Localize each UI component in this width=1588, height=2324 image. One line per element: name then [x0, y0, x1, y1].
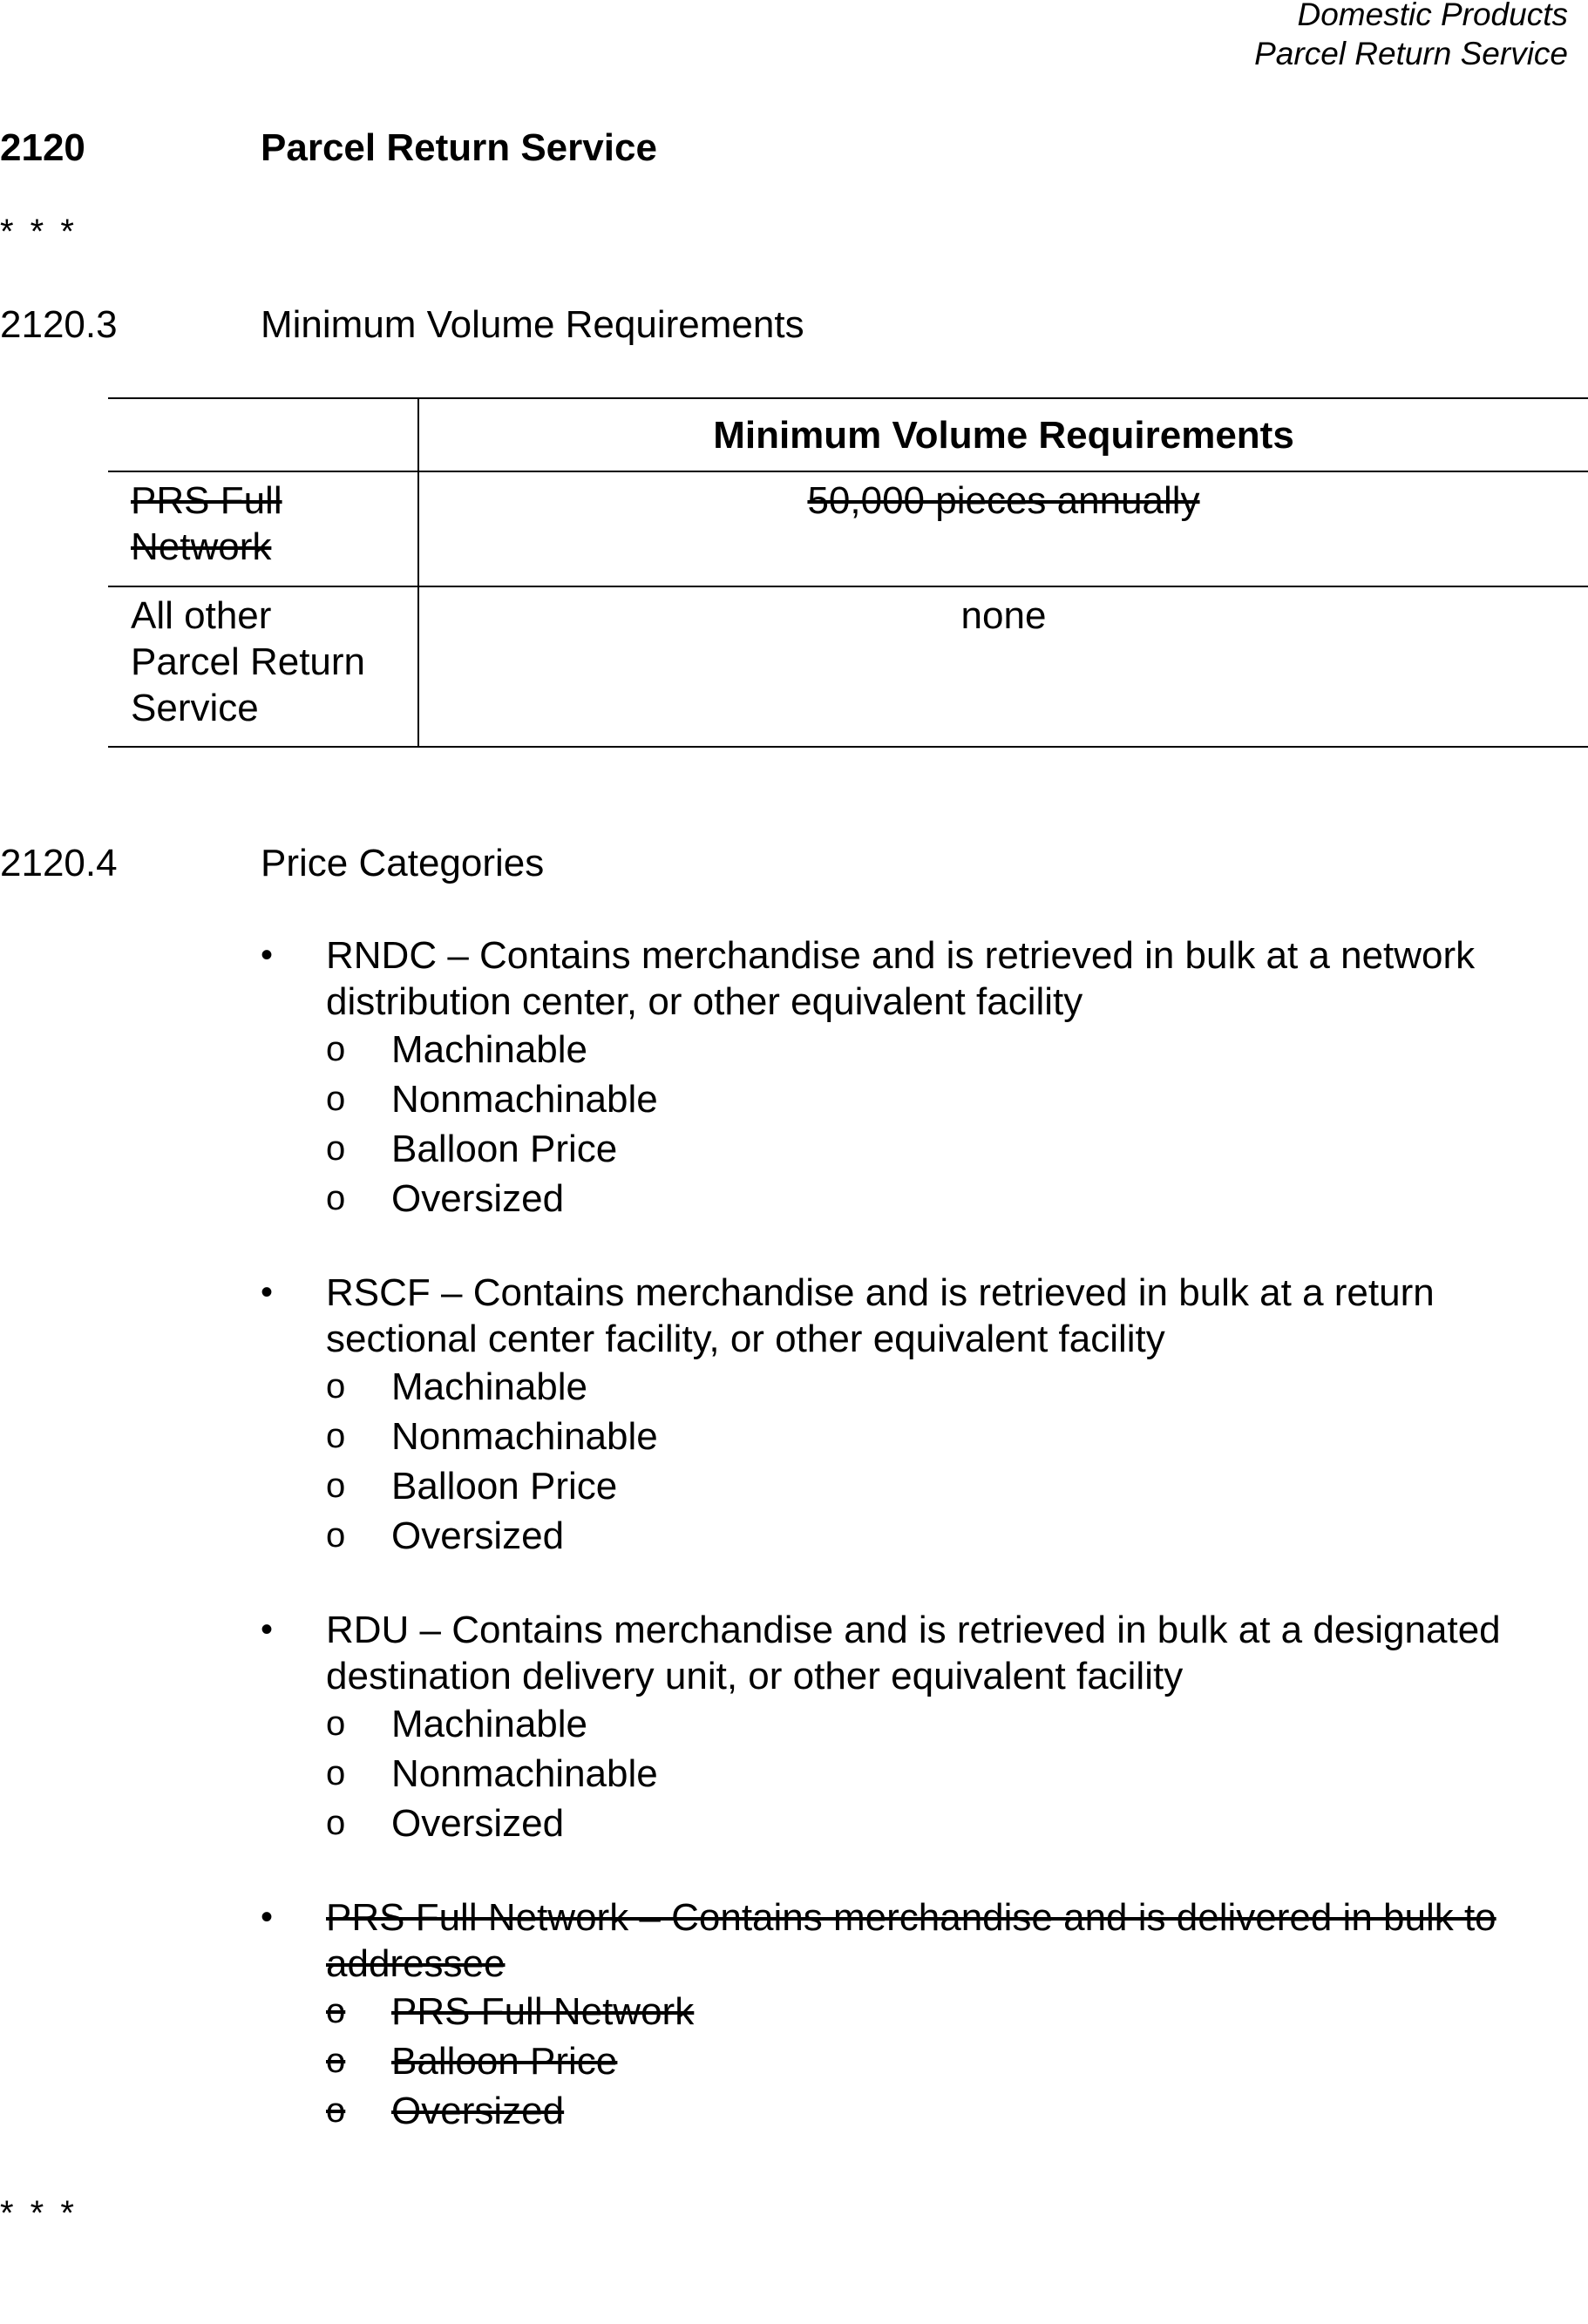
list-item-label: Oversized: [391, 1177, 565, 1220]
circle-marker-icon: o: [326, 1992, 346, 2030]
category-description-line: addressee: [326, 1942, 506, 1985]
list-item-label: Oversized: [391, 2090, 565, 2132]
row-label-line: PRS Full: [131, 479, 282, 522]
running-header: [1254, 0, 1568, 73]
list-item: [326, 1124, 1568, 1174]
row-label-line: Network: [131, 525, 272, 568]
subsection-title: Price Categories: [261, 842, 545, 884]
volume-requirements-table: [108, 397, 1588, 748]
list-item: [326, 1461, 1568, 1511]
section-number: 2120: [0, 126, 85, 169]
list-item-label: Nonmachinable: [391, 1078, 658, 1121]
row-value-prs-full-network: 50,000 pieces annually: [418, 471, 1588, 586]
circle-marker-icon: o: [326, 1704, 346, 1743]
table-header-blank: [108, 398, 418, 471]
list-item-label: Nonmachinable: [391, 1752, 658, 1795]
category-prs-full-network: [261, 1894, 1568, 2136]
category-description: [326, 1270, 1568, 1362]
category-description-line: destination delivery unit, or other equivalent facility: [326, 1655, 1184, 1697]
category-rdu: [261, 1607, 1568, 1848]
table-row: [108, 471, 1588, 586]
category-description-line: RNDC – Contains merchandise and is retrieved in bulk at a network: [326, 934, 1476, 977]
list-item-label: Oversized: [391, 1802, 565, 1845]
list-item: [326, 1511, 1568, 1561]
circle-marker-icon: o: [326, 1030, 346, 1068]
circle-marker-icon: o: [326, 1516, 346, 1555]
row-label-line: Service: [131, 687, 259, 729]
running-header-line1: Domestic Products: [1297, 0, 1568, 32]
category-subitems: [326, 1699, 1568, 1848]
list-item-label: Balloon Price: [391, 2040, 618, 2083]
category-rscf: [261, 1270, 1568, 1561]
circle-marker-icon: o: [326, 1080, 346, 1118]
table-header-row: [108, 398, 1588, 471]
list-item-label: Balloon Price: [391, 1465, 618, 1508]
list-item: [326, 1749, 1568, 1799]
list-item: [326, 1025, 1568, 1074]
category-subitems: [326, 1025, 1568, 1223]
circle-marker-icon: o: [326, 1467, 346, 1505]
bullet-icon: •: [261, 1610, 274, 1649]
category-subitems: [326, 1362, 1568, 1561]
row-label-line: All other: [131, 594, 272, 637]
list-item: [326, 1412, 1568, 1461]
circle-marker-icon: o: [326, 2091, 346, 2130]
ellipsis-top: * * *: [0, 213, 78, 251]
list-item: [326, 1987, 1568, 2036]
circle-marker-icon: o: [326, 1179, 346, 1217]
list-item-label: Balloon Price: [391, 1128, 618, 1170]
list-item-label: Oversized: [391, 1514, 565, 1557]
category-description: [326, 1607, 1568, 1699]
category-description-line: sectional center facility, or other equivalent facility: [326, 1318, 1165, 1360]
row-label-line: Parcel Return: [131, 640, 366, 683]
row-value-all-other: none: [418, 586, 1588, 747]
circle-marker-icon: o: [326, 1754, 346, 1792]
list-item: [326, 1074, 1568, 1124]
row-label-prs-full-network: [108, 471, 418, 586]
circle-marker-icon: o: [326, 2042, 346, 2080]
list-item: [326, 2086, 1568, 2136]
bullet-icon: •: [261, 1273, 274, 1311]
circle-marker-icon: o: [326, 1804, 346, 1842]
category-description-line: RDU – Contains merchandise and is retrieved in bulk at a designated: [326, 1609, 1501, 1651]
subsection-number: 2120.4: [0, 842, 118, 884]
list-item-label: Nonmachinable: [391, 1415, 658, 1458]
category-subitems: [326, 1987, 1568, 2136]
category-description: [326, 1894, 1568, 1987]
list-item-label: Machinable: [391, 1365, 588, 1408]
list-item: [326, 1699, 1568, 1749]
bullet-icon: •: [261, 936, 274, 974]
table-row: [108, 586, 1588, 747]
category-description: [326, 932, 1568, 1025]
subsection-title: Minimum Volume Requirements: [261, 303, 804, 346]
list-item: [326, 1174, 1568, 1223]
circle-marker-icon: o: [326, 1129, 346, 1168]
ellipsis-bottom: * * *: [0, 2194, 78, 2233]
list-item: [326, 1362, 1568, 1412]
list-item: [326, 2036, 1568, 2086]
list-item-label: PRS Full Network: [391, 1990, 695, 2033]
list-item: [326, 1799, 1568, 1848]
section-title: Parcel Return Service: [261, 126, 657, 169]
list-item-label: Machinable: [391, 1703, 588, 1745]
bullet-icon: •: [261, 1898, 274, 1936]
circle-marker-icon: o: [326, 1367, 346, 1406]
row-label-all-other: [108, 586, 418, 747]
running-header-line2: Parcel Return Service: [1254, 36, 1568, 71]
category-description-line: distribution center, or other equivalent facility: [326, 980, 1083, 1023]
price-category-list: [261, 932, 1568, 2182]
circle-marker-icon: o: [326, 1417, 346, 1455]
category-description-line: RSCF – Contains merchandise and is retrieved in bulk at a return: [326, 1271, 1435, 1314]
category-description-line: PRS Full Network – Contains merchandise and is delivered in bulk to: [326, 1896, 1496, 1939]
list-item-label: Machinable: [391, 1028, 588, 1071]
table-header-requirements: Minimum Volume Requirements: [418, 398, 1588, 471]
category-rndc: [261, 932, 1568, 1223]
subsection-number: 2120.3: [0, 303, 118, 346]
